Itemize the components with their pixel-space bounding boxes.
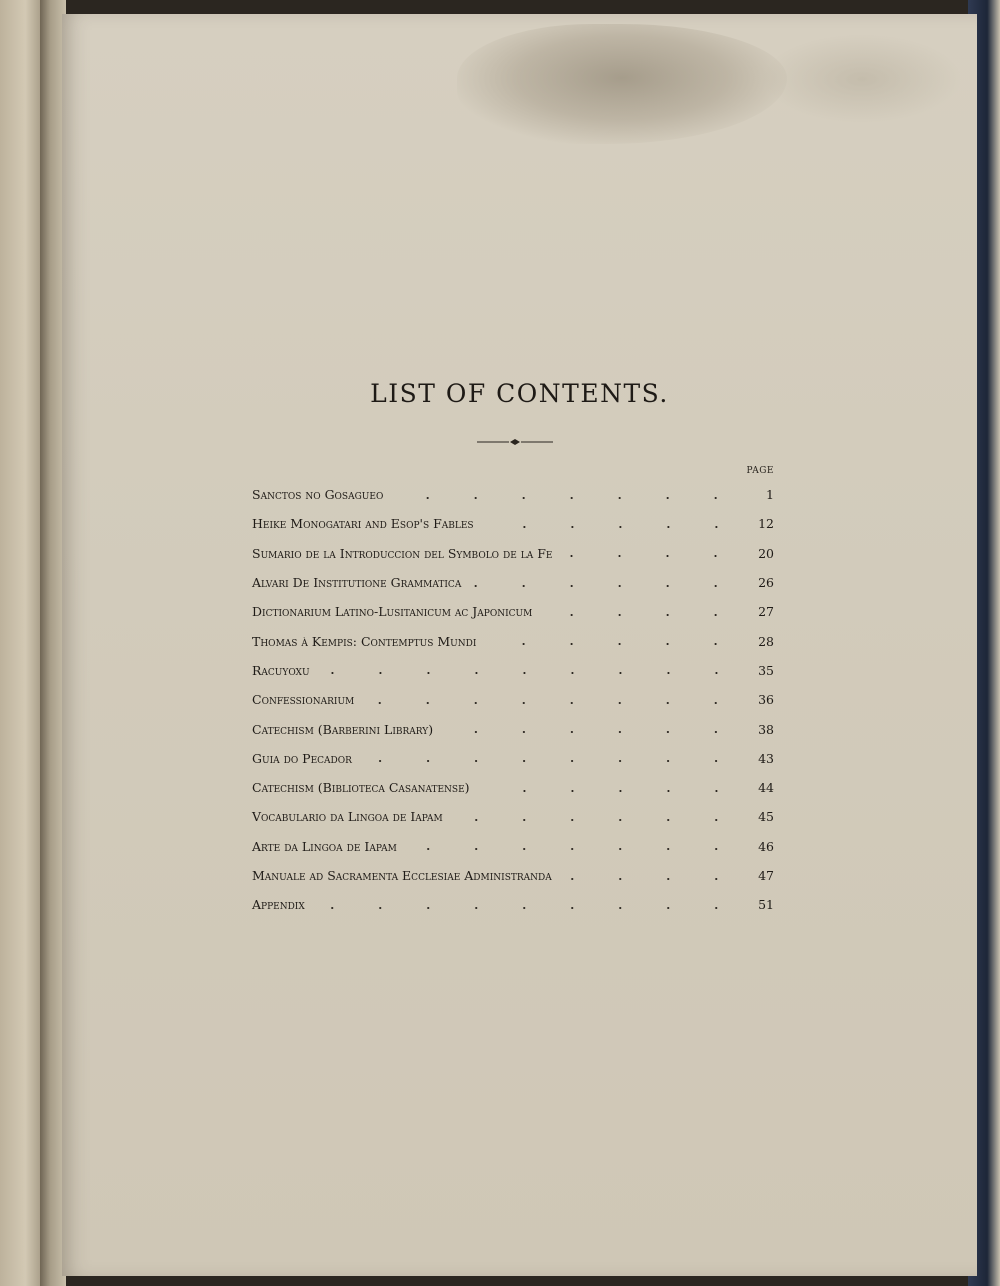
entry-title: Dictionarium Latino-Lusitanicum ac Japonicum xyxy=(252,604,533,620)
dot-leader xyxy=(318,672,740,674)
title-ornament xyxy=(477,438,553,446)
entry-title: Appendix xyxy=(252,897,305,913)
contents-entry xyxy=(252,802,774,831)
entry-page-number: 51 xyxy=(758,897,774,913)
dot-leader xyxy=(362,702,740,704)
entry-page-number: 47 xyxy=(758,868,774,883)
contents-entry xyxy=(252,832,774,861)
entry-page-number: 43 xyxy=(758,750,774,766)
entry-title: Thomas à Kempis: Contemptus Mundi xyxy=(252,633,477,649)
dot-leader xyxy=(484,643,740,645)
dot-leader xyxy=(540,614,740,616)
entry-page-number: 26 xyxy=(758,575,774,591)
entry-title: Sanctos no Gosagueo xyxy=(252,487,384,503)
page-column-header: PAGE xyxy=(746,466,774,476)
water-stain xyxy=(457,24,787,144)
contents-entry xyxy=(252,685,774,714)
contents-entry xyxy=(252,714,774,743)
dot-leader xyxy=(478,790,740,792)
entry-title: Vocabulario da Lingoa de Iapam xyxy=(252,809,443,825)
entry-title: Guia do Pecador xyxy=(252,750,352,766)
dot-leader xyxy=(360,760,740,762)
dot-leader xyxy=(469,585,740,587)
contents-entry xyxy=(252,656,774,685)
entry-page-number: 20 xyxy=(758,545,774,561)
dot-leader xyxy=(451,819,740,821)
contents-entry xyxy=(252,597,774,626)
dot-leader xyxy=(560,555,740,557)
entry-page-number: 36 xyxy=(758,692,774,708)
contents-entry xyxy=(252,744,774,773)
dot-leader xyxy=(560,878,740,880)
entry-page-number: 35 xyxy=(758,662,774,678)
entry-title: Alvari De Institutione Grammatica xyxy=(252,575,462,591)
water-stain-secondary xyxy=(762,34,962,124)
contents-entry xyxy=(252,626,774,655)
entry-page-number: 44 xyxy=(758,780,774,796)
entry-title: Catechism (Barberini Library) xyxy=(252,721,434,737)
contents-list xyxy=(252,480,774,919)
entry-title: Confessionarium xyxy=(252,692,355,708)
dot-leader xyxy=(482,526,740,528)
entry-page-number: 45 xyxy=(758,809,774,825)
entry-page-number: 28 xyxy=(758,633,774,649)
book-page xyxy=(62,14,977,1276)
contents-entry xyxy=(252,509,774,538)
entry-title: Catechism (Biblioteca Casanatense) xyxy=(252,780,470,796)
contents-entry xyxy=(252,890,774,919)
contents-entry xyxy=(252,773,774,802)
entry-page-number: 27 xyxy=(758,604,774,620)
entry-title: Arte da Lingoa de Iapam xyxy=(252,838,397,854)
entry-title: Manuale ad Sacramenta Ecclesiae Administranda xyxy=(252,868,552,883)
entry-page-number: 1 xyxy=(766,487,774,503)
contents-entry xyxy=(252,861,774,890)
dot-leader xyxy=(313,907,740,909)
page-title: LIST OF CONTENTS. xyxy=(370,379,669,408)
entry-page-number: 12 xyxy=(758,516,774,532)
dot-leader xyxy=(391,497,740,499)
entry-title: Heike Monogatari and Esop's Fables xyxy=(252,516,474,532)
contents-entry xyxy=(252,480,774,509)
dot-leader xyxy=(441,731,740,733)
entry-title: Sumario de la Introduccion del Symbolo de la Fe xyxy=(252,545,553,561)
entry-page-number: 46 xyxy=(758,838,774,854)
contents-entry xyxy=(252,539,774,568)
dot-leader xyxy=(405,848,740,850)
contents-entry xyxy=(252,568,774,597)
entry-page-number: 38 xyxy=(758,721,774,737)
entry-title: Racuyoxu xyxy=(252,662,310,678)
